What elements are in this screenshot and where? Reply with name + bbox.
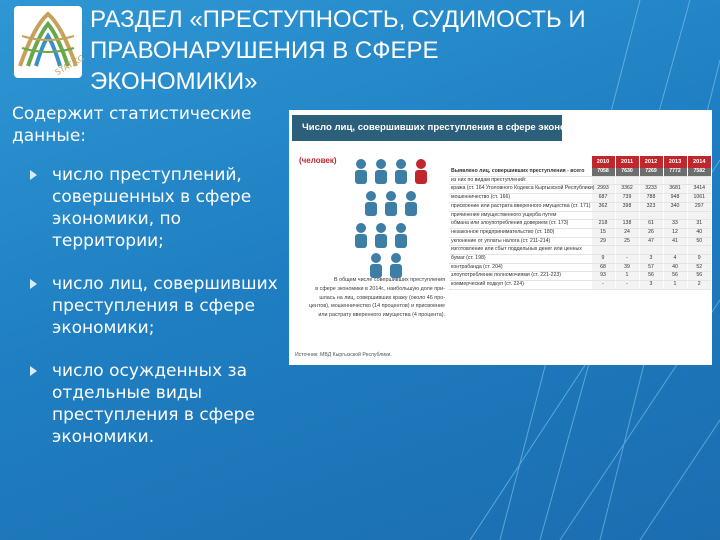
row-value	[591, 176, 615, 185]
row-value: 25	[615, 237, 639, 246]
row-value: 31	[687, 220, 711, 229]
infographic-image	[289, 110, 712, 365]
row-value: 362	[591, 202, 615, 211]
table-row	[449, 228, 711, 237]
bullet-text: число осужденных за отдельные виды преступления в сфере экономики.	[52, 361, 255, 447]
bullet-text: число преступлений, совершенных в сфере экономики, по территории;	[52, 165, 252, 251]
row-value	[663, 176, 687, 185]
row-value: 138	[615, 220, 639, 229]
bullet-arrow-icon	[30, 170, 37, 180]
infographic-description	[295, 276, 445, 320]
row-value	[615, 246, 639, 255]
row-value: 2	[687, 281, 711, 290]
row-value	[687, 246, 711, 255]
row-value: 40	[663, 263, 687, 272]
row-value: 9	[687, 255, 711, 264]
table-header-blank	[449, 156, 591, 168]
table-row	[449, 220, 711, 229]
row-label: мошенничество (ст. 166)	[449, 194, 591, 203]
title-line: РАЗДЕЛ «ПРЕСТУПНОСТЬ, СУДИМОСТЬ И	[90, 6, 586, 33]
infographic-banner: Число лиц, совершивших преступления в сфере экономики	[292, 115, 562, 141]
row-value: 1061	[687, 194, 711, 203]
table-row	[449, 185, 711, 194]
row-value	[639, 176, 663, 185]
description-line: в сфере экономики в 2014г., наибольшую доле при-	[315, 285, 445, 292]
row-value: 33	[663, 220, 687, 229]
row-label: причинение имущественного ущерба путем	[449, 211, 591, 220]
infographic-source: Источник: МВД Кыргызской Республики.	[295, 352, 392, 358]
row-value	[663, 246, 687, 255]
row-value: 3362	[615, 185, 639, 194]
slide-title	[90, 4, 710, 97]
row-value: 7772	[663, 168, 687, 176]
title-line: ЭКОНОМИКИ»	[90, 68, 258, 95]
row-value: 29	[591, 237, 615, 246]
row-label: незаконное предпринимательство (ст. 180)	[449, 228, 591, 237]
row-value: 47	[639, 237, 663, 246]
table-row	[449, 194, 711, 203]
bullet-arrow-icon	[30, 279, 37, 289]
stat-kg-logo-icon	[14, 6, 86, 78]
row-value: 218	[591, 220, 615, 229]
row-value	[687, 211, 711, 220]
row-value: 4	[663, 255, 687, 264]
row-value: 948	[663, 194, 687, 203]
table-row	[449, 237, 711, 246]
table-header-row	[449, 156, 711, 168]
year-header: 2014	[687, 156, 711, 168]
row-value: 398	[615, 202, 639, 211]
row-value: 12	[663, 228, 687, 237]
description-line: центов), мошенничество (14 процентов) и присвоение	[308, 303, 445, 310]
stat-kg-logo	[14, 6, 86, 78]
bullet-item	[30, 360, 280, 448]
row-value: 3414	[687, 185, 711, 194]
year-header: 2012	[639, 156, 663, 168]
table-row	[449, 202, 711, 211]
row-value: -	[615, 281, 639, 290]
row-label: из них по видам преступлений:	[449, 176, 591, 185]
row-label: изготовление или сбыт поддельных денег или ценных	[449, 246, 591, 255]
row-value: 68	[591, 263, 615, 272]
row-value: 2993	[591, 185, 615, 194]
row-value	[639, 246, 663, 255]
row-value: 7630	[615, 168, 639, 176]
row-value: -	[591, 281, 615, 290]
row-value: 61	[639, 220, 663, 229]
table-row	[449, 211, 711, 220]
row-label: коммерческий подкуп (ст. 224)	[449, 281, 591, 290]
row-label: контрабанда (ст. 204)	[449, 263, 591, 272]
row-value: -	[615, 255, 639, 264]
row-value: 50	[687, 237, 711, 246]
row-value: 1	[615, 272, 639, 281]
row-value: 1	[663, 281, 687, 290]
table-row	[449, 281, 711, 290]
infographic-unit: (человек)	[299, 156, 337, 165]
row-value: 52	[687, 263, 711, 272]
bullet-list	[30, 164, 280, 469]
row-value: 3233	[639, 185, 663, 194]
row-label: Выявлено лиц, совершивших преступления - всего	[449, 168, 591, 176]
year-header: 2011	[615, 156, 639, 168]
row-value: 3	[639, 281, 663, 290]
row-value	[615, 211, 639, 220]
row-value	[591, 211, 615, 220]
row-value: 788	[639, 194, 663, 203]
row-label: злоупотребление полномочиями (ст. 221-223)	[449, 272, 591, 281]
row-value: 41	[663, 237, 687, 246]
row-label: кража (ст. 164 Уголовного Кодекса Кыргызской Республики)	[449, 185, 591, 194]
row-value: 39	[615, 263, 639, 272]
row-value	[615, 176, 639, 185]
bullet-item	[30, 273, 280, 339]
row-value: 56	[639, 272, 663, 281]
row-value: 340	[663, 202, 687, 211]
row-value: 15	[591, 228, 615, 237]
table-row	[449, 246, 711, 255]
row-value: 40	[687, 228, 711, 237]
row-value: 3681	[663, 185, 687, 194]
row-value: 56	[663, 272, 687, 281]
row-value: 56	[687, 272, 711, 281]
description-line: или растрату вверенного имущества (4 процента).	[318, 312, 445, 319]
row-value: 7582	[687, 168, 711, 176]
table-body	[449, 168, 711, 289]
year-header: 2013	[663, 156, 687, 168]
row-value	[591, 246, 615, 255]
row-label: присвоение или растрата вверенного имущества (ст. 171)	[449, 202, 591, 211]
row-value: 7058	[591, 168, 615, 176]
row-value: 3	[639, 255, 663, 264]
description-line: шлась на лиц, совершивших кражу (около 46 про-	[319, 294, 445, 301]
row-value	[687, 176, 711, 185]
row-value: 739	[615, 194, 639, 203]
table-row	[449, 168, 711, 176]
bullet-text: число лиц, совершивших преступления в сфере экономики;	[52, 274, 278, 338]
row-label: уклонение от уплаты налога (ст. 211-214)	[449, 237, 591, 246]
table-row	[449, 263, 711, 272]
bullet-arrow-icon	[30, 366, 37, 376]
row-value: 687	[591, 194, 615, 203]
title-line: ПРАВОНАРУШЕНИЯ В СФЕРЕ	[90, 37, 439, 64]
row-value: 323	[639, 202, 663, 211]
row-value: 297	[687, 202, 711, 211]
row-label: обмана или злоупотребления доверием (ст. 173)	[449, 220, 591, 229]
svg-text:STAT.KG: STAT.KG	[53, 53, 86, 78]
table-row	[449, 272, 711, 281]
row-value	[663, 211, 687, 220]
row-value: 9	[591, 255, 615, 264]
row-value: 93	[591, 272, 615, 281]
intro-text: Содержит статистические данные:	[12, 104, 252, 146]
row-label: бумаг (ст. 198)	[449, 255, 591, 264]
description-line: В общем числе совершивших преступления	[334, 277, 445, 283]
bullet-item	[30, 164, 280, 252]
row-value: 26	[639, 228, 663, 237]
row-value	[639, 211, 663, 220]
row-value: 7269	[639, 168, 663, 176]
row-value: 57	[639, 263, 663, 272]
row-value: 24	[615, 228, 639, 237]
table-row	[449, 176, 711, 185]
table-row	[449, 255, 711, 264]
year-header: 2010	[591, 156, 615, 168]
statistics-table	[449, 156, 711, 290]
